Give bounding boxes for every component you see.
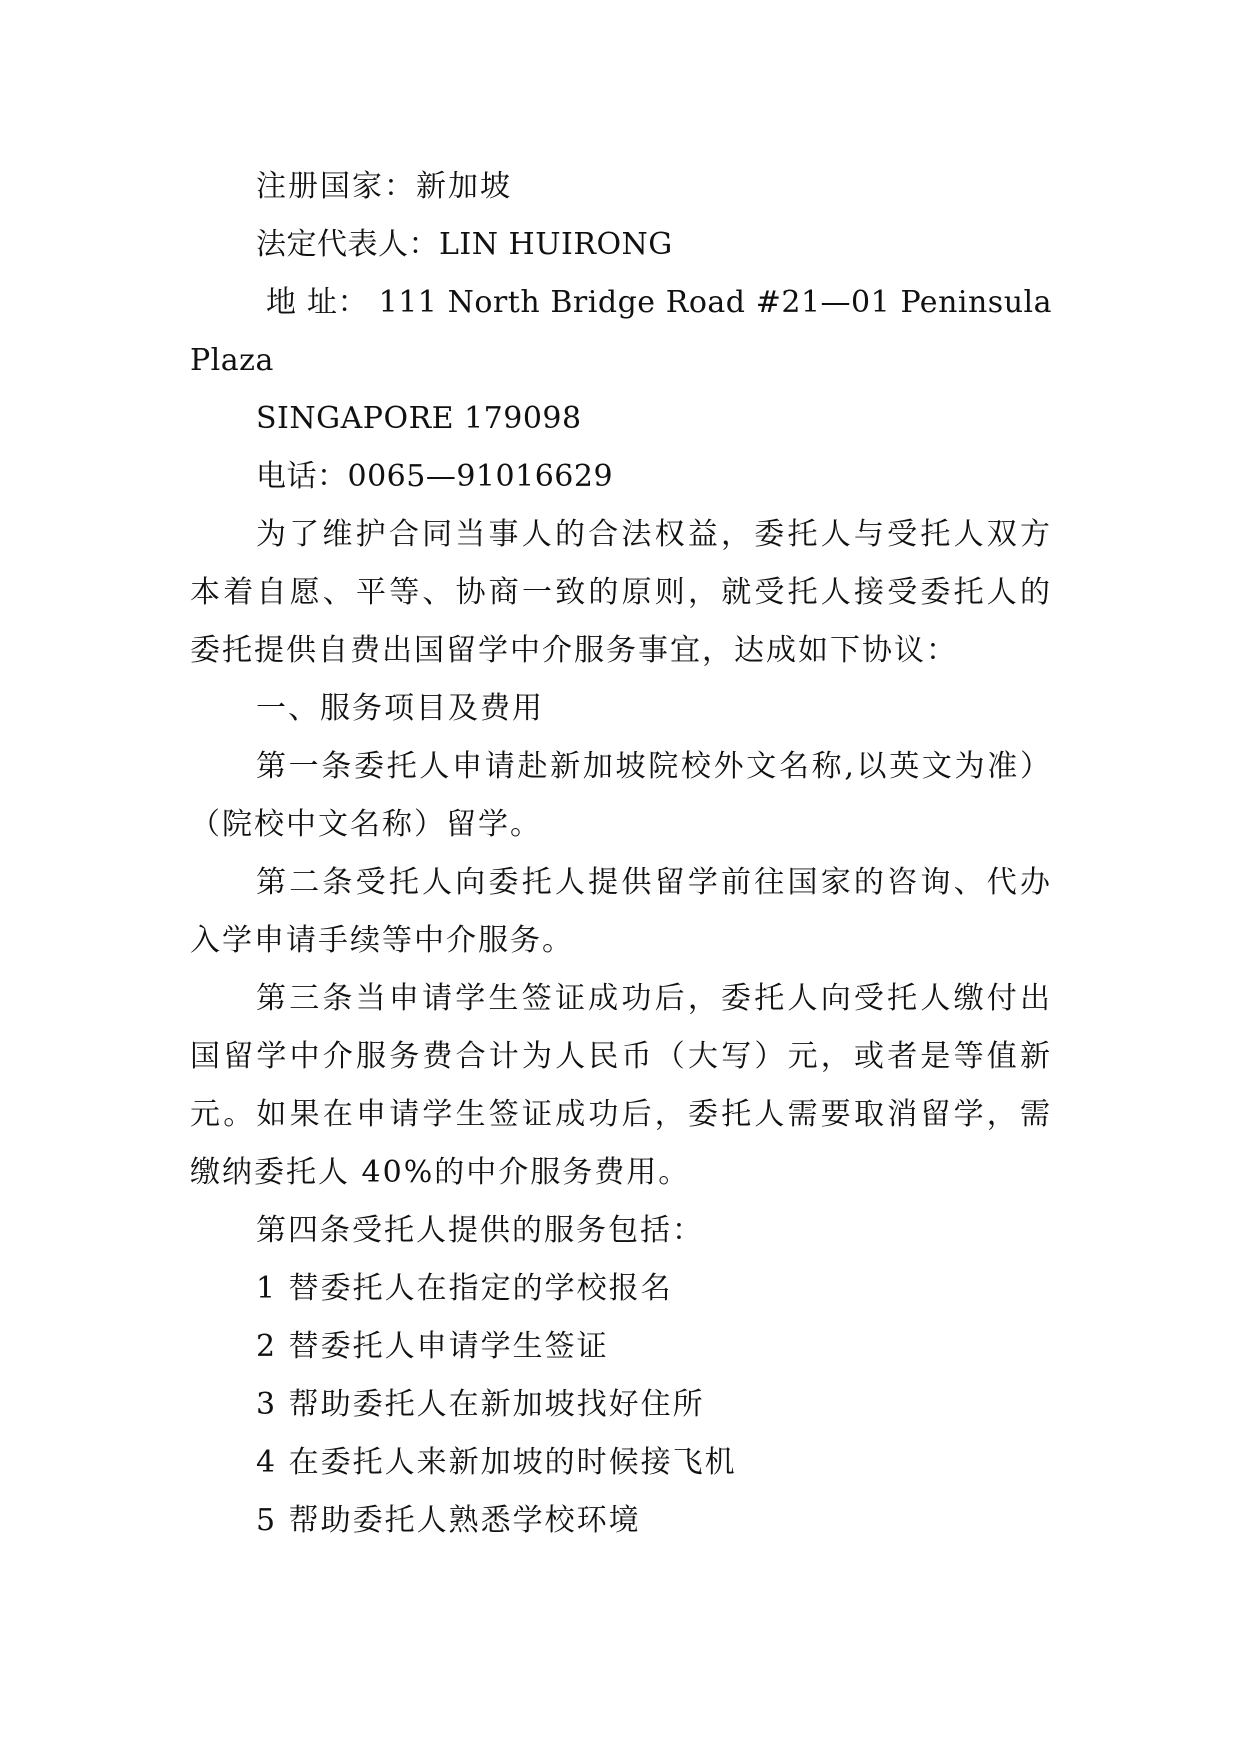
article-3: 第三条当申请学生签证成功后，委托人向受托人缴付出国留学中介服务费合计为人民币（大写）元，或者是等值新元。如果在申请学生签证成功后，委托人需要取消留学，需缴纳委托人 40%的中介服务费用。 [190, 981, 1052, 1190]
article-1: 第一条委托人申请赴新加坡院校外文名称,以英文为准）（院校中文名称）留学。 [190, 749, 1052, 842]
section-heading-services-fees: 一、服务项目及费用 [256, 691, 544, 726]
service-item-3: 3 帮助委托人在新加坡找好住所 [256, 1387, 705, 1422]
registered-country-line: 注册国家：新加坡 [256, 169, 512, 204]
service-item-1: 1 替委托人在指定的学校报名 [256, 1271, 673, 1306]
article-2: 第二条受托人向委托人提供留学前往国家的咨询、代办入学申请手续等中介服务。 [190, 865, 1052, 958]
address-line: 地 址： 111 North Bridge Road #21—01 Peninsula Plaza [190, 285, 1052, 378]
article-4: 第四条受托人提供的服务包括： [256, 1213, 704, 1248]
service-item-5: 5 帮助委托人熟悉学校环境 [256, 1503, 641, 1538]
legal-representative-line: 法定代表人：LIN HUIRONG [256, 227, 673, 262]
intro-paragraph: 为了维护合同当事人的合法权益，委托人与受托人双方本着自愿、平等、协商一致的原则，就受托人接受委托人的委托提供自费出国留学中介服务事宜，达成如下协议： [190, 517, 1052, 668]
service-item-4: 4 在委托人来新加坡的时候接飞机 [256, 1445, 737, 1480]
service-item-2: 2 替委托人申请学生签证 [256, 1329, 609, 1364]
address-city-line: SINGAPORE 179098 [256, 401, 582, 436]
document-body [190, 158, 1052, 1550]
phone-line: 电话：0065—91016629 [256, 459, 614, 494]
